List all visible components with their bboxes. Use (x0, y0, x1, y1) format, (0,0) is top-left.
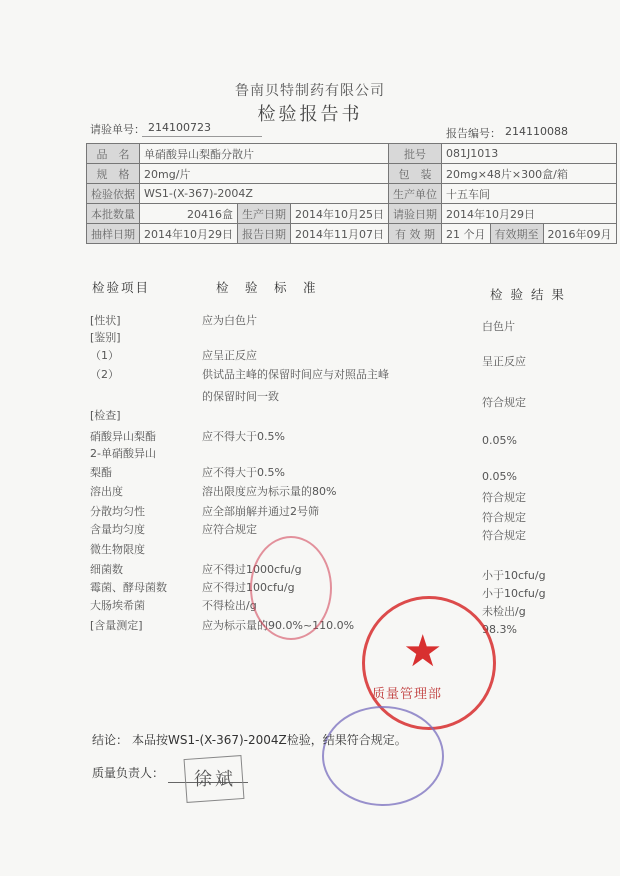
result-item: 细菌数 (90, 563, 123, 576)
spec-label: 规 格 (87, 164, 140, 184)
result-item: 溶出度 (90, 485, 123, 498)
company-seal-stamp (250, 536, 332, 640)
star-icon: ★ (403, 626, 443, 677)
qty-label: 本批数量 (87, 204, 140, 224)
result-value: 符合规定 (482, 511, 526, 524)
result-item: （2） (90, 368, 119, 381)
product-value: 单硝酸异山梨酯分散片 (140, 144, 389, 164)
unit-value: 十五车间 (442, 184, 617, 204)
inspection-seal-stamp (322, 706, 444, 806)
result-item: 霉菌、酵母菌数 (90, 581, 167, 594)
result-standard: 应全部崩解并通过2号筛 (202, 505, 319, 518)
result-value: 白色片 (482, 320, 515, 333)
result-standard: 的保留时间一致 (202, 390, 279, 403)
expiry-value: 2016年09月 (543, 224, 616, 244)
result-value: 符合规定 (482, 529, 526, 542)
batch-value: 081J1013 (442, 144, 617, 164)
result-standard: 应为标示量的90.0%~110.0% (202, 619, 355, 632)
prod-date-label: 生产日期 (238, 204, 291, 224)
result-standard: 应不得大于0.5% (202, 466, 285, 479)
prod-date-value: 2014年10月25日 (291, 204, 389, 224)
result-standard: 溶出限度应为标示量的80% (202, 485, 337, 498)
pack-value: 20mg×48片×300盒/箱 (442, 164, 617, 184)
column-result: 检 验 结 果 (490, 287, 566, 302)
result-value: 未检出/g (482, 605, 526, 618)
result-standard: 不得检出/g (202, 599, 257, 612)
result-standard: 应符合规定 (202, 523, 257, 536)
result-value: 呈正反应 (482, 355, 526, 368)
spec-value: 20mg/片 (140, 164, 389, 184)
info-row (87, 164, 617, 184)
result-standard: 应不得过1000cfu/g (202, 563, 302, 576)
info-row (87, 224, 617, 244)
request-no-underline (142, 136, 262, 137)
validity-value: 21 个月 (442, 224, 491, 244)
product-label: 品 名 (87, 144, 140, 164)
request-no-label: 请验单号： (90, 123, 145, 136)
info-table (86, 143, 617, 244)
qc-dept-stamp-text: 质量管理部 (372, 687, 443, 702)
result-item: 梨酯 (90, 466, 112, 479)
report-date-label: 报告日期 (238, 224, 291, 244)
result-item: 分散均匀性 (90, 505, 145, 518)
result-item: [含量测定] (90, 619, 143, 632)
report-no: 214110088 (505, 125, 568, 138)
result-standard: 应为白色片 (202, 314, 257, 327)
batch-label: 批号 (389, 144, 442, 164)
result-item: [检查] (90, 409, 121, 422)
result-item: （1） (90, 349, 119, 362)
result-value: 98.3% (482, 623, 517, 636)
result-item: 大肠埃希菌 (90, 599, 145, 612)
basis-value: WS1-(X-367)-2004Z (140, 184, 389, 204)
conclusion-label: 结论： (92, 733, 129, 747)
result-item: 微生物限度 (90, 543, 145, 556)
info-row (87, 144, 617, 164)
info-row (87, 204, 617, 224)
result-value: 0.05% (482, 470, 517, 483)
result-value: 0.05% (482, 434, 517, 447)
result-value: 小于10cfu/g (482, 569, 546, 582)
unit-label: 生产单位 (389, 184, 442, 204)
req-date-value: 2014年10月29日 (442, 204, 617, 224)
report-no-label: 报告编号： (446, 127, 501, 140)
signature-name: 徐斌 (194, 769, 236, 790)
request-no: 214100723 (148, 121, 211, 134)
validity-label: 有 效 期 (389, 224, 442, 244)
req-date-label: 请验日期 (389, 204, 442, 224)
result-value: 符合规定 (482, 491, 526, 504)
info-row (87, 184, 617, 204)
conclusion-text: 本品按WS1-(X-367)-2004Z检验，结果符合规定。 (132, 733, 407, 747)
basis-label: 检验依据 (87, 184, 140, 204)
result-value: 小于10cfu/g (482, 587, 546, 600)
expiry-label: 有效期至 (490, 224, 543, 244)
result-standard: 供试品主峰的保留时间应与对照品主峰 (202, 368, 389, 381)
result-standard: 应呈正反应 (202, 349, 257, 362)
result-item: [性状] (90, 314, 121, 327)
signature-label: 质量负责人： (92, 766, 165, 780)
result-item: [鉴别] (90, 331, 121, 344)
company-name: 鲁南贝特制药有限公司 (235, 83, 385, 99)
result-item: 含量均匀度 (90, 523, 145, 536)
qty-value: 20416盒 (140, 204, 238, 224)
column-standard: 检 验 标 准 (216, 280, 318, 295)
report-title: 检验报告书 (257, 104, 363, 125)
result-standard: 应不得大于0.5% (202, 430, 285, 443)
pack-label: 包 装 (389, 164, 442, 184)
sample-date-label: 抽样日期 (87, 224, 140, 244)
result-item: 硝酸异山梨酯 (90, 430, 156, 443)
result-item: 2-单硝酸异山 (90, 447, 156, 460)
result-standard: 应不得过100cfu/g (202, 581, 295, 594)
column-item: 检验项目 (92, 280, 151, 295)
result-value: 符合规定 (482, 396, 526, 409)
report-date-value: 2014年11月07日 (291, 224, 389, 244)
sample-date-value: 2014年10月29日 (140, 224, 238, 244)
